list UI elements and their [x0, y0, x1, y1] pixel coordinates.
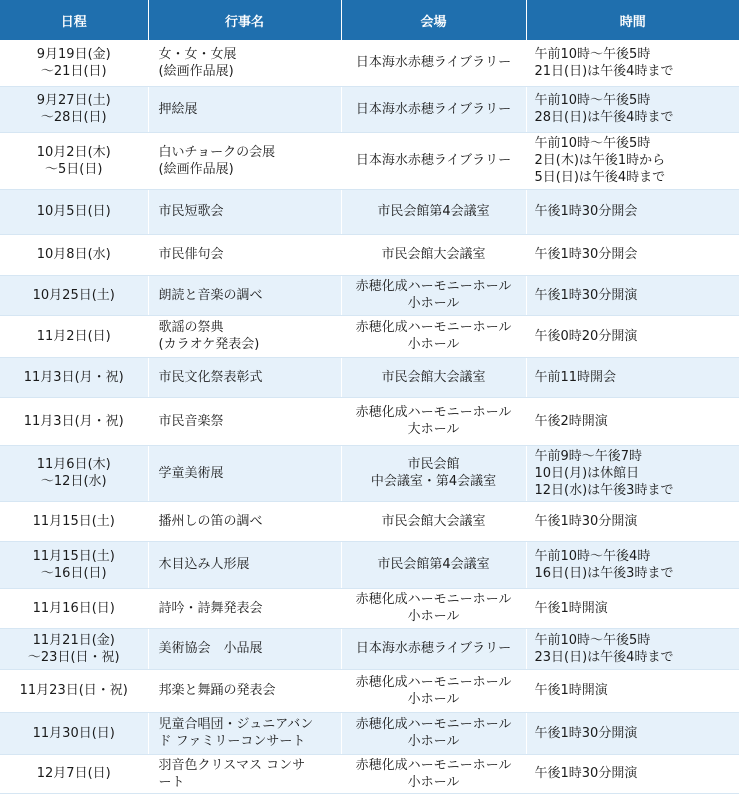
cell-time: 午後1時30分開演 [526, 754, 739, 793]
table-row [0, 628, 739, 669]
cell-date: 11月16日(日) [0, 588, 148, 628]
cell-venue: 赤穂化成ハーモニーホール 大ホール [341, 397, 526, 445]
cell-event: 市民音楽祭 [148, 397, 341, 445]
table-row [0, 588, 739, 628]
cell-date: 11月3日(月・祝) [0, 357, 148, 397]
cell-venue: 市民会館大会議室 [341, 357, 526, 397]
cell-time: 午前10時～午後5時 28日(日)は午後4時まで [526, 86, 739, 132]
cell-event: 児童合唱団・ジュニアバン ド ファミリーコンサート [148, 712, 341, 754]
cell-time: 午前10時～午後5時 2日(木)は午後1時から 5日(日)は午後4時まで [526, 132, 739, 189]
cell-time: 午後1時30分開会 [526, 189, 739, 234]
cell-date: 10月25日(土) [0, 275, 148, 315]
cell-time: 午後2時開演 [526, 397, 739, 445]
cell-time: 午前10時～午後5時 23日(日)は午後4時まで [526, 628, 739, 669]
cell-date: 11月6日(木) ～12日(水) [0, 445, 148, 501]
cell-venue: 市民会館第4会議室 [341, 189, 526, 234]
table-body [0, 40, 739, 793]
cell-time: 午後1時開演 [526, 588, 739, 628]
table-row [0, 315, 739, 357]
cell-date: 11月23日(日・祝) [0, 669, 148, 712]
cell-time: 午前9時～午後7時 10日(月)は休館日 12日(水)は午後3時まで [526, 445, 739, 501]
cell-date: 9月27日(土) ～28日(日) [0, 86, 148, 132]
cell-venue: 日本海水赤穂ライブラリー [341, 628, 526, 669]
table-row [0, 541, 739, 588]
cell-date: 11月30日(日) [0, 712, 148, 754]
cell-time: 午後1時開演 [526, 669, 739, 712]
header-time: 時間 [526, 0, 739, 40]
cell-venue: 日本海水赤穂ライブラリー [341, 86, 526, 132]
cell-venue: 赤穂化成ハーモニーホール 小ホール [341, 754, 526, 793]
cell-venue: 赤穂化成ハーモニーホール 小ホール [341, 315, 526, 357]
header-event: 行事名 [148, 0, 341, 40]
cell-event: 邦楽と舞踊の発表会 [148, 669, 341, 712]
cell-event: 白いチョークの会展 (絵画作品展) [148, 132, 341, 189]
cell-venue: 市民会館大会議室 [341, 501, 526, 541]
cell-time: 午後1時30分開演 [526, 712, 739, 754]
cell-date: 11月15日(土) [0, 501, 148, 541]
table-row [0, 275, 739, 315]
cell-event: 播州しの笛の調べ [148, 501, 341, 541]
table-row [0, 40, 739, 86]
cell-event: 学童美術展 [148, 445, 341, 501]
cell-event: 美術協会 小品展 [148, 628, 341, 669]
cell-venue: 日本海水赤穂ライブラリー [341, 40, 526, 86]
table-header [0, 0, 739, 40]
table-row [0, 189, 739, 234]
table-row [0, 501, 739, 541]
cell-time: 午前10時～午後4時 16日(日)は午後3時まで [526, 541, 739, 588]
cell-venue: 日本海水赤穂ライブラリー [341, 132, 526, 189]
cell-date: 10月5日(日) [0, 189, 148, 234]
table-row [0, 712, 739, 754]
cell-event: 朗読と音楽の調べ [148, 275, 341, 315]
cell-event: 詩吟・詩舞発表会 [148, 588, 341, 628]
cell-date: 9月19日(金) ～21日(日) [0, 40, 148, 86]
cell-time: 午後1時30分開演 [526, 275, 739, 315]
cell-event: 羽音色クリスマス コンサ ート [148, 754, 341, 793]
cell-date: 12月7日(日) [0, 754, 148, 793]
cell-event: 女・女・女展 (絵画作品展) [148, 40, 341, 86]
cell-date: 11月21日(金) ～23日(日・祝) [0, 628, 148, 669]
table-row [0, 397, 739, 445]
cell-event: 市民短歌会 [148, 189, 341, 234]
cell-venue: 赤穂化成ハーモニーホール 小ホール [341, 588, 526, 628]
cell-time: 午前10時～午後5時 21日(日)は午後4時まで [526, 40, 739, 86]
cell-venue: 市民会館第4会議室 [341, 541, 526, 588]
cell-event: 歌謡の祭典 (カラオケ発表会) [148, 315, 341, 357]
cell-date: 11月15日(土) ～16日(日) [0, 541, 148, 588]
cell-time: 午前11時開会 [526, 357, 739, 397]
cell-date: 10月2日(木) ～5日(日) [0, 132, 148, 189]
table-row [0, 234, 739, 275]
cell-event: 押絵展 [148, 86, 341, 132]
cell-event: 木目込み人形展 [148, 541, 341, 588]
cell-time: 午後1時30分開演 [526, 501, 739, 541]
cell-time: 午後1時30分開会 [526, 234, 739, 275]
table-row [0, 132, 739, 189]
cell-date: 11月2日(日) [0, 315, 148, 357]
table-row [0, 754, 739, 793]
header-date: 日程 [0, 0, 148, 40]
cell-event: 市民俳句会 [148, 234, 341, 275]
header-venue: 会場 [341, 0, 526, 40]
cell-venue: 赤穂化成ハーモニーホール 小ホール [341, 669, 526, 712]
cell-venue: 市民会館大会議室 [341, 234, 526, 275]
cell-venue: 市民会館 中会議室・第4会議室 [341, 445, 526, 501]
cell-time: 午後0時20分開演 [526, 315, 739, 357]
cell-date: 11月3日(月・祝) [0, 397, 148, 445]
cell-date: 10月8日(水) [0, 234, 148, 275]
table-row [0, 86, 739, 132]
cell-venue: 赤穂化成ハーモニーホール 小ホール [341, 275, 526, 315]
table-row [0, 357, 739, 397]
cell-event: 市民文化祭表彰式 [148, 357, 341, 397]
table-row [0, 669, 739, 712]
table-row [0, 445, 739, 501]
cell-venue: 赤穂化成ハーモニーホール 小ホール [341, 712, 526, 754]
